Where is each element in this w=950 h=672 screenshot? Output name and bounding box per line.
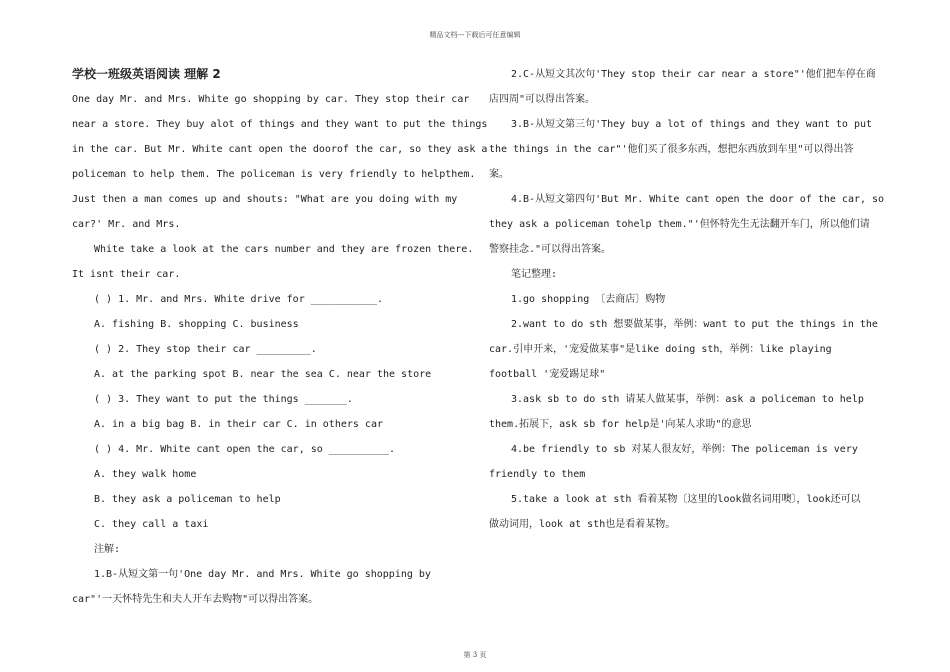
left-column [72,62,488,612]
text-line: in the car. But Mr. White cant open the doorof the car, so they ask a [72,144,488,155]
text-line: 2.want to do sth 想要做某事，举例：want to put the things in the [511,319,878,330]
text-line: the things in the car"'他们买了很多东西，想把东西放到车里"可以得出答 [489,144,854,155]
page-footer: 第 3 页 [463,651,487,659]
right-column [489,62,885,537]
text-line: ( ) 2. They stop their car _________. [94,344,317,355]
text-line: Just then a man comes up and shouts: "What are you doing with my [72,194,458,205]
text-line: policeman to help them. The policeman is very friendly to helpthem. [72,169,476,180]
text-line: ( ) 3. They want to put the things _______. [94,394,353,405]
text-line: football '宠爱踢足球" [489,369,606,380]
text-line: near a store. They buy alot of things and they want to put the things [72,119,488,130]
text-line: B. they ask a policeman to help [94,494,281,505]
text-line: them.拓展下，ask sb for help是'向某人求助"的意思 [489,419,752,430]
text-line: A. at the parking spot B. near the sea C. near the store [94,369,432,380]
page-header: 精品文档---下载后可任意编辑 [429,31,521,39]
text-line: 4.B-从短文第四句'But Mr. White cant open the door of the car, so [511,194,885,205]
text-line: they ask a policeman tohelp them."'但怀特先生无法翻开车门，所以他们请 [489,219,870,230]
text-line: 案。 [489,169,509,180]
text-line: ( ) 1. Mr. and Mrs. White drive for ___________. [94,294,383,305]
text-line: 2.C-从短文其次句'They stop their car near a store"'他们把车停在商 [511,69,876,80]
text-line: A. they walk home [94,469,197,480]
text-line: car.引申开来，'宠爱做某事"是like doing sth，举例：like playing [489,344,832,355]
text-line: 1.B-从短文第一句'One day Mr. and Mrs. White go shopping by [94,569,431,580]
text-line: One day Mr. and Mrs. White go shopping by car. They stop their car [72,94,470,105]
page-title: 学校一班级英语阅读 理解 2 [72,67,221,81]
text-line: ( ) 4. Mr. White cant open the car, so __________. [94,444,396,455]
text-line: It isnt their car. [72,269,181,280]
text-line: A. in a big bag B. in their car C. in others car [94,419,383,430]
text-line: 4.be friendly to sb 对某人很友好，举例：The policeman is very [511,444,858,455]
text-line: car?' Mr. and Mrs. [72,219,181,230]
text-line: 警察挂念."可以得出答案。 [489,244,612,255]
text-line: 做动词用，look at sth也是看着某物。 [489,519,676,530]
text-line: 店四周"可以得出答案。 [489,94,596,105]
text-line: 1.go shopping 〔去商店〕购物 [511,294,666,305]
text-line: friendly to them [489,469,586,480]
text-line: A. fishing B. shopping C. business [94,319,299,330]
text-line: 3.ask sb to do sth 请某人做某事，举例：ask a policeman to help [511,394,864,405]
text-line: 3.B-从短文第三句'They buy a lot of things and they want to put [511,119,873,130]
text-line: 笔记整理: [511,269,558,280]
text-line: C. they call a taxi [94,519,209,530]
text-line: 5.take a look at sth 看着某物〔这里的look做名词用噢〕，look还可以 [511,494,861,505]
text-line: 注解: [94,544,121,555]
text-line: White take a look at the cars number and they are frozen there. [94,244,474,255]
text-line: car"'一天怀特先生和夫人开车去购物"可以得出答案。 [72,594,319,605]
